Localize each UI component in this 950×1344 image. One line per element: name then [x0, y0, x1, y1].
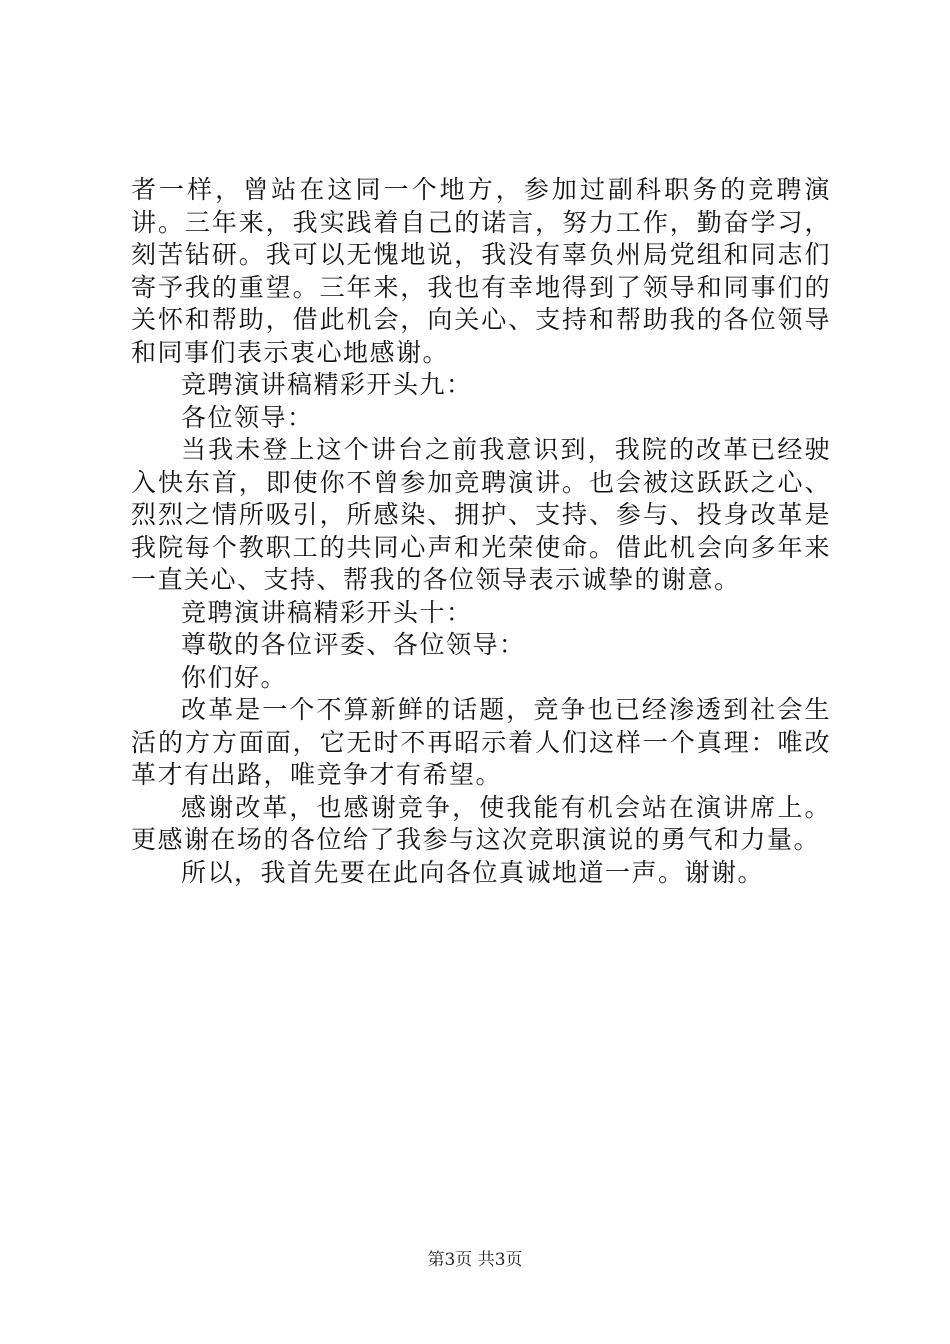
salutation-leaders: 各位领导：	[181, 402, 314, 432]
paragraph-reform-topic: 改革是一个不算新鲜的话题，竞争也已经渗透到社会生活的方方面面，它无时不再昭示着人们这样一个真理：唯改革才有出路，唯竞争才有希望。	[131, 695, 831, 789]
section-heading-ten: 竞聘演讲稿精彩开头十：	[181, 597, 473, 627]
paragraph-closing: 所以，我首先要在此向各位真诚地道一声。谢谢。	[181, 857, 765, 887]
salutation-judges: 尊敬的各位评委、各位领导：	[181, 630, 526, 659]
paragraph-thanks: 感谢改革，也感谢竞争，使我能有机会站在演讲席上。更感谢在场的各位给了我参与这次竞职演说的勇气和力量。	[131, 792, 831, 854]
page-number-footer: 第3页 共3页	[427, 1250, 523, 1270]
paragraph-reform-intro: 当我未登上这个讲台之前我意识到，我院的改革已经驶入快东首，即使你不曾参加竞聘演讲。也会被这跃跃之心、烈烈之情所吸引，所感染、拥护、支持、参与、投身改革是我院每个教职工的共同心声和光荣使命。借此机会向多年来一直关心、支持、帮我的各位领导表示诚挚的谢意。	[131, 435, 831, 594]
greeting: 你们好。	[181, 662, 288, 692]
section-heading-nine: 竞聘演讲稿精彩开头九：	[181, 370, 473, 399]
document-body	[131, 174, 831, 889]
paragraph-1: 者一样，曾站在这同一个地方，参加过副科职务的竞聘演讲。三年来，我实践着自己的诺言，努力工作，勤奋学习，刻苦钻研。我可以无愧地说，我没有辜负州局党组和同志们寄予我的重望。三年来，我也有幸地得到了领导和同事们的关怀和帮助，借此机会，向关心、支持和帮助我的各位领导和同事们表示衷心地感谢。	[131, 175, 831, 367]
